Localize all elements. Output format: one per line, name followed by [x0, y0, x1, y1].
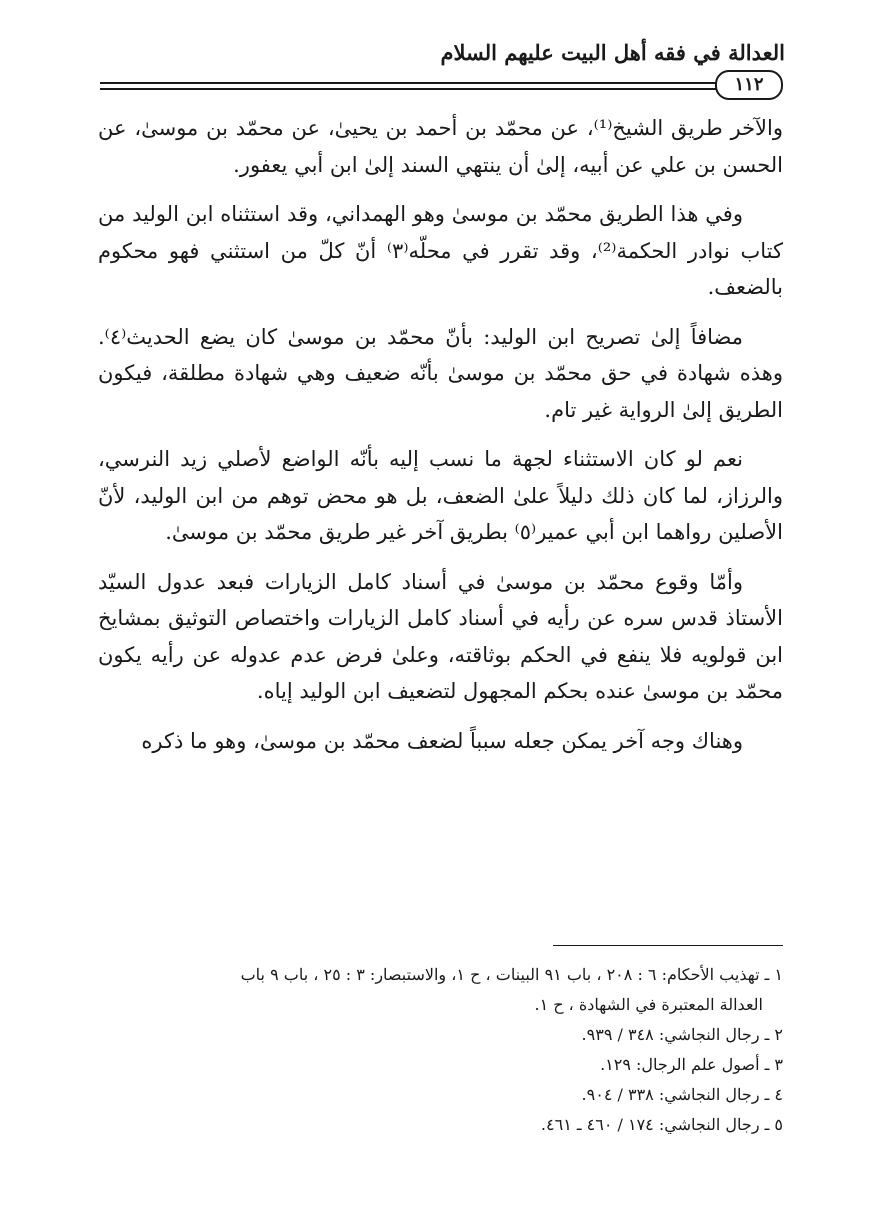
paragraph: نعم لو كان الاستثناء لجهة ما نسب إليه بأنّه الواضع لأصلي زيد النرسي، والرزاز، لما كان ذلك دليلاً علىٰ الضعف، بل هو محض توهم من ابن الوليد، لأنّ الأصلين رواهما ابن أبي عمير⁽٥⁾ بطريق آخر غير طريق محمّد بن موسىٰ.: [98, 447, 783, 544]
footnote-3: ٣ ـ أصول علم الرجال: ١٢٩.: [600, 1055, 783, 1074]
footnote-5: ٥ ـ رجال النجاشي: ١٧٤ / ٤٦٠ ـ ٤٦١.: [540, 1115, 783, 1134]
header-rule-bottom: [100, 88, 717, 90]
paragraph: مضافاً إلىٰ تصريح ابن الوليد: بأنّ محمّد بن موسىٰ كان يضع الحديث⁽٤⁾. وهذه شهادة في حق محمّد بن موسىٰ بأنّه ضعيف وهي شهادة مطلقة، فيكون الطريق إلىٰ الرواية غير تام.: [98, 324, 783, 422]
footnote-1-continued: العدالة المعتبرة في الشهادة ، ح ١.: [534, 995, 763, 1014]
main-text: [98, 110, 783, 772]
footnote-2: ٢ ـ رجال النجاشي: ٣٤٨ / ٩٣٩.: [581, 1025, 783, 1044]
footnotes: [93, 960, 783, 1140]
header-rule-top: [100, 82, 717, 84]
paragraph: وهناك وجه آخر يمكن جعله سبباً لضعف محمّد بن موسىٰ، وهو ما ذكره: [141, 728, 743, 753]
paragraph: والآخر طريق الشيخ⁽¹⁾، عن محمّد بن أحمد بن يحيىٰ، عن محمّد بن موسىٰ، عن الحسن بن علي عن أبيه، إلىٰ أن ينتهي السند إلىٰ ابن أبي يعفور.: [98, 116, 783, 177]
page-number: ١١٢: [715, 70, 783, 100]
footnote-4: ٤ ـ رجال النجاشي: ٣٣٨ / ٩٠٤.: [581, 1085, 783, 1104]
footnote-separator: [553, 945, 783, 946]
paragraph: وأمّا وقوع محمّد بن موسىٰ في أسناد كامل الزيارات فبعد عدول السيّد الأستاذ قدس سره عن رأيه في أسناد كامل الزيارات واختصاص التوثيق بمشايخ ابن قولويه فلا ينفع في الحكم بوثاقته، وعلىٰ فرض عدم عدوله عن رأيه يكون محمّد بن موسىٰ عنده بحكم المجهول لتضعيف ابن الوليد إياه.: [98, 569, 783, 703]
running-title: العدالة في فقه أهل البيت عليهم السلام: [440, 40, 785, 65]
footnote-1: ١ ـ تهذيب الأحكام: ٦ : ٢٠٨ ، باب ٩١ البينات ، ح ١، والاستبصار: ٣ : ٢٥ ، باب ٩ باب: [240, 965, 783, 984]
paragraph: وفي هذا الطريق محمّد بن موسىٰ وهو الهمداني، وقد استثناه ابن الوليد من كتاب نوادر الحكمة⁽²⁾، وقد تقرر في محلّه⁽٣⁾ أنّ كلّ من استثني فهو محكوم بالضعف.: [98, 202, 783, 299]
